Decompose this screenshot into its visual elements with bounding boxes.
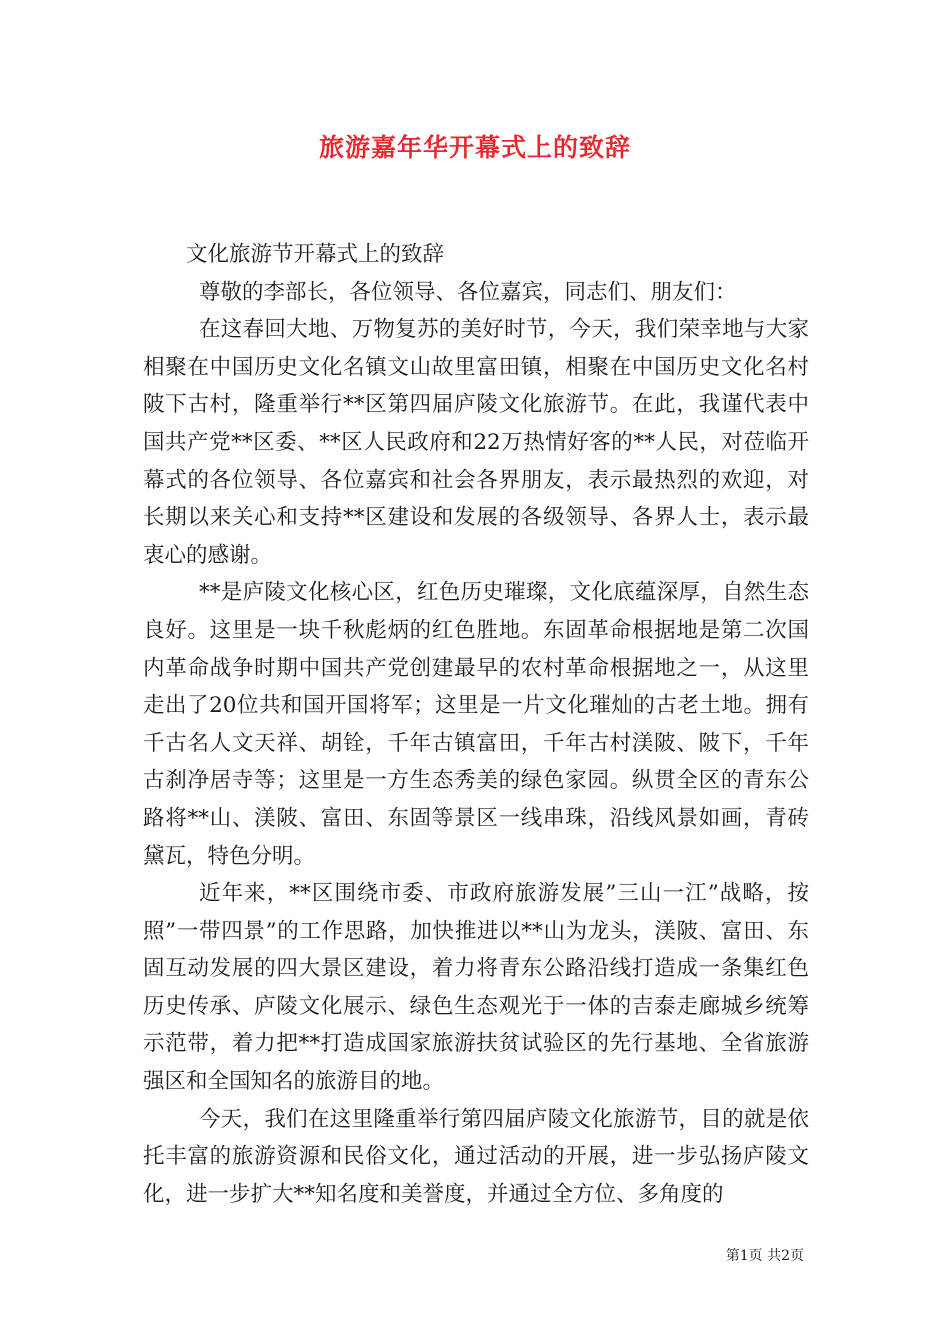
document-title: 旅游嘉年华开幕式上的致辞 <box>318 133 631 162</box>
paragraph-purpose: 今天，我们在这里隆重举行第四届庐陵文化旅游节，目的就是依托丰富的旅游资源和民俗文化，通过活动的开展，进一步弘扬庐陵文化，进一步扩大**知名度和美誉度，并通过全方位、多角度的 <box>143 1106 809 1207</box>
document-body <box>143 236 809 1213</box>
document-subtitle: 文化旅游节开幕式上的致辞 <box>186 242 445 267</box>
paragraph-introduction: **是庐陵文化核心区，红色历史璀璨，文化底蕴深厚，自然生态良好。这里是一块千秋彪炳的红色胜地。东固革命根据地是第二次国内革命战争时期中国共产党创建最早的农村革命根据地之一，从这里走出了20位共和国开国将军；这里是一片文化璀灿的古老土地。拥有千古名人文天祥、胡铨，千年古镇富田，千年古村渼陂、陂下，千年古刹净居寺等；这里是一方生态秀美的绿色家园。纵贯全区的青东公路将**山、渼陂、富田、东固等景区一线串珠，沿线风景如画，青砖黛瓦，特色分明。 <box>143 580 809 869</box>
paragraph-development: 近年来，**区围绕市委、市政府旅游发展”三山一江”战略，按照”一带四景”的工作思路，加快推进以**山为龙头，渼陂、富田、东固互动发展的四大景区建设，着力将青东公路沿线打造成一条集红色历史传承、庐陵文化展示、绿色生态观光于一体的吉泰走廊城乡统筹示范带，着力把**打造成国家旅游扶贫试验区的先行基地、全省旅游强区和全国知名的旅游目的地。 <box>143 881 809 1095</box>
salutation: 尊敬的李部长，各位领导、各位嘉宾，同志们、朋友们： <box>199 279 737 305</box>
paragraph-welcome: 在这春回大地、万物复苏的美好时节，今天，我们荣幸地与大家相聚在中国历史文化名镇文山故里富田镇，相聚在中国历史文化名村陂下古村，隆重举行**区第四届庐陵文化旅游节。在此，我谨代表中国共产党**区委、**区人民政府和22万热情好客的**人民，对莅临开幕式的各位领导、各位嘉宾和社会各界朋友，表示最热烈的欢迎，对长期以来关心和支持**区建设和发展的各级领导、各界人士，表示最衷心的感谢。 <box>143 317 809 568</box>
page-number-footer: 第1页 共2页 <box>725 1248 804 1264</box>
